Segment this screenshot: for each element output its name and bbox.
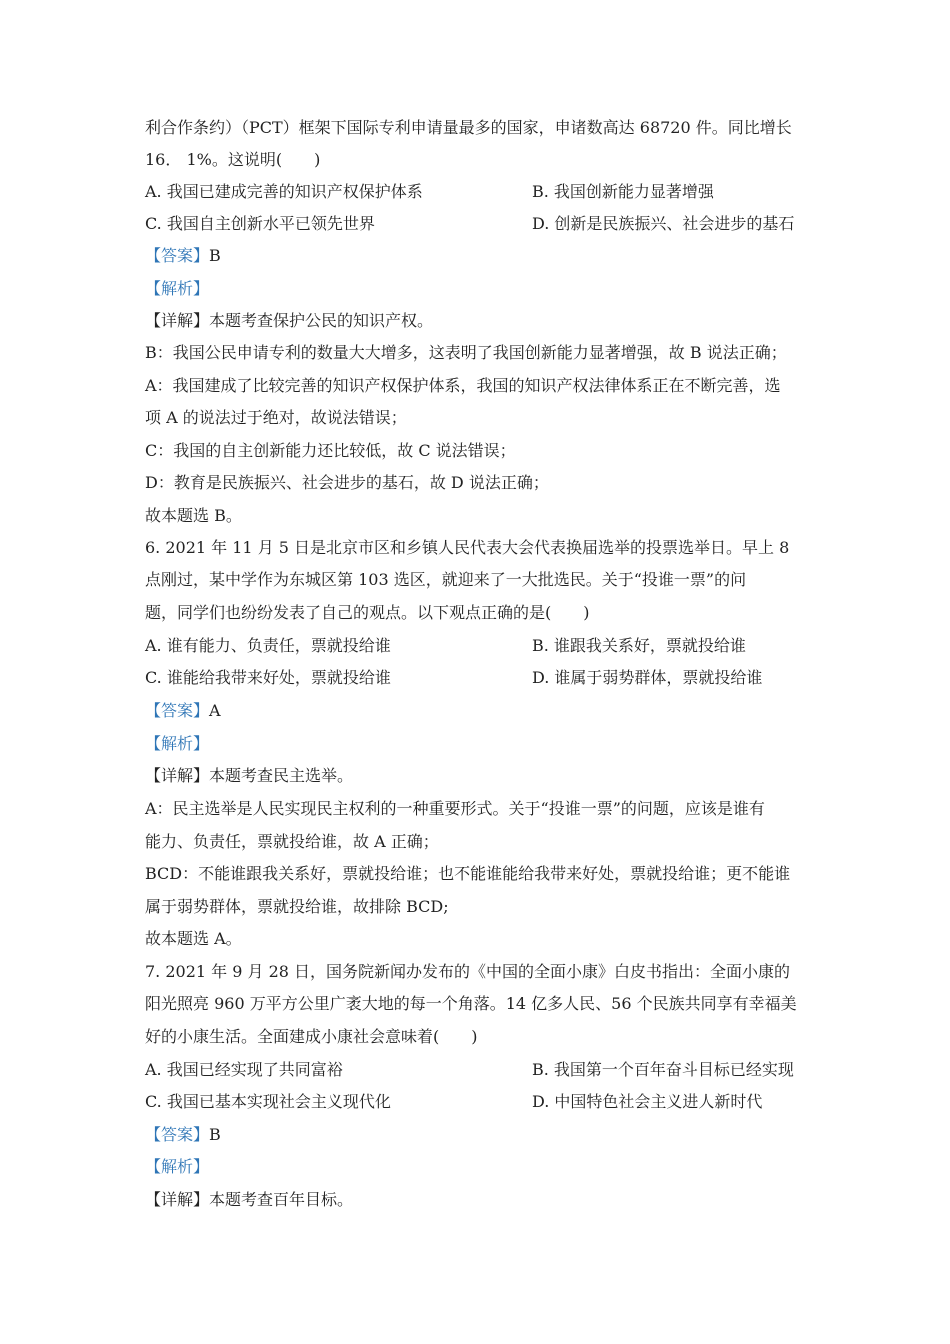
q7-analysis-label: 【解析】 [145,1157,210,1176]
q5-explanation-1: B：我国公民申请专利的数量大大增多，这表明了我国创新能力显著增强，故 B 说法正确； [145,343,787,362]
q6-detail [145,766,353,786]
answer-label: 【答案】 [145,246,210,265]
q6-option-b: B. 谁跟我关系好，票就投给谁 [532,636,746,655]
q7-option-a: A. 我国已经实现了共同富裕 [145,1060,343,1079]
q7-stem-line-1: 7. 2021 年 9 月 28 日，国务院新闻办发布的《中国的全面小康》白皮书指出：全面小康的 [145,962,791,981]
q6-explanation-1b: 能力、负责任，票就投给谁，故 A 正确； [145,832,439,851]
detail-text: 本题考查民主选举。 [209,766,354,785]
detail-label: 【详解】 [145,311,210,330]
q5-conclusion: 故本题选 B。 [145,506,242,525]
detail-label: 【详解】 [145,766,210,785]
q5-explanation-4: D：教育是民族振兴、社会进步的基石，故 D 说法正确； [145,473,549,492]
detail-text: 本题考查保护公民的知识产权。 [209,311,434,330]
q5-explanation-2a: A：我国建成了比较完善的知识产权保护体系，我国的知识产权法律体系正在不断完善，选 [145,376,781,395]
q6-analysis-label: 【解析】 [145,734,210,753]
q5-option-d: D. 创新是民族振兴、社会进步的基石 [532,214,795,233]
detail-text: 本题考查百年目标。 [209,1190,354,1209]
q7-stem-line-2: 阳光照亮 960 万平方公里广袤大地的每一个角落。14 亿多人民、56 个民族共同享有幸福美 [145,994,797,1013]
answer-label: 【答案】 [145,701,210,720]
q5-stem-line-2: 16． 1%。这说明( ) [145,150,321,169]
q5-analysis-label: 【解析】 [145,279,210,298]
q7-option-c: C. 我国已基本实现社会主义现代化 [145,1092,391,1111]
q6-option-d: D. 谁属于弱势群体，票就投给谁 [532,668,763,687]
q5-option-b: B. 我国创新能力显著增强 [532,182,714,201]
q7-answer [145,1125,221,1145]
q6-conclusion: 故本题选 A。 [145,929,242,948]
q6-option-c: C. 谁能给我带来好处，票就投给谁 [145,668,391,687]
q6-option-a: A. 谁有能力、负责任，票就投给谁 [145,636,391,655]
answer-label: 【答案】 [145,1125,210,1144]
q7-option-d: D. 中国特色社会主义进人新时代 [532,1092,763,1111]
detail-label: 【详解】 [145,1190,210,1209]
answer-value: B [209,246,221,265]
q5-option-c: C. 我国自主创新水平已领先世界 [145,214,375,233]
answer-value: B [209,1125,221,1144]
q5-explanation-2b: 项 A 的说法过于绝对，故说法错误； [145,408,407,427]
q6-answer [145,701,221,721]
q7-detail [145,1190,353,1210]
q7-option-b: B. 我国第一个百年奋斗目标已经实现 [532,1060,794,1079]
answer-value: A [209,701,221,720]
q6-stem-line-1: 6. 2021 年 11 月 5 日是北京市区和乡镇人民代表大会代表换届选举的投票选举日。早上 8 [145,538,790,557]
q6-explanation-2b: 属于弱势群体，票就投给谁，故排除 BCD; [145,897,449,916]
q5-explanation-3: C：我国的自主创新能力还比较低，故 C 说法错误； [145,441,516,460]
q5-option-a: A. 我国已建成完善的知识产权保护体系 [145,182,423,201]
q6-stem-line-3: 题，同学们也纷纷发表了自己的观点。以下观点正确的是( ) [145,603,590,622]
q5-detail [145,311,433,331]
q7-stem-line-3: 好的小康生活。全面建成小康社会意味着( ) [145,1027,478,1046]
q6-stem-line-2: 点刚过，某中学作为东城区第 103 选区，就迎来了一大批选民。关于“投谁一票”的问 [145,570,747,589]
q6-explanation-1a: A：民主选举是人民实现民主权利的一种重要形式。关于“投谁一票”的问题，应该是谁有 [145,799,765,818]
q5-stem-line-1: 利合作条约）（PCT）框架下国际专利申请量最多的国家，申诸数高达 68720 件。同比增长 [145,118,792,137]
q5-answer [145,246,221,266]
q6-explanation-2a: BCD：不能谁跟我关系好，票就投给谁；也不能谁能给我带来好处，票就投给谁；更不能谁 [145,864,791,883]
